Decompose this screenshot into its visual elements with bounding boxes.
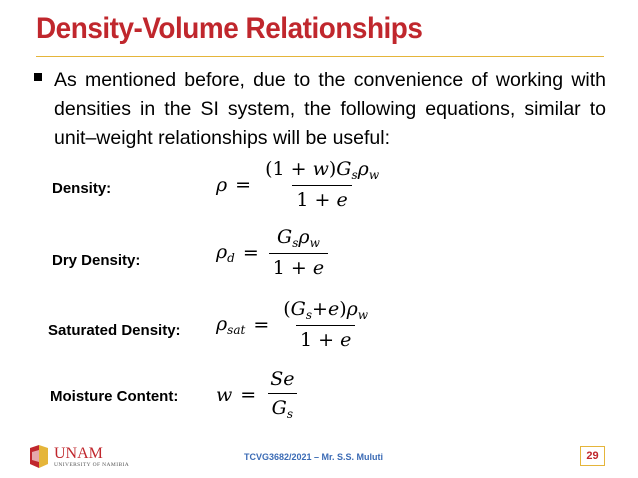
dry-density-equation: $\rho_d$ = $\frac{G_s\rho_w}{1 + e}$: [216, 226, 328, 279]
moisture-content-equation: w = $\frac{Se}{G_s}$: [216, 368, 298, 421]
slide-title: Density-Volume Relationships: [36, 12, 423, 45]
bullet-text: As mentioned before, due to the convenience of working with densities in the SI system, the following equations, similar to unit–weight relationships will be useful:: [54, 69, 606, 149]
unam-logo: [28, 444, 129, 470]
bullet-item: [34, 66, 606, 153]
dry-density-label: Dry Density:: [52, 252, 141, 269]
square-bullet-icon: [34, 73, 42, 81]
title-divider: [36, 56, 604, 57]
logo-name: UNAM: [54, 444, 103, 462]
logo-subtitle: UNIVERSITY OF NAMIBIA: [54, 461, 130, 468]
density-equation: ρ = $\frac{(1 + w)G_s\rho_w}{1 + e}$: [216, 158, 380, 211]
saturated-density-label: Saturated Density:: [48, 322, 181, 339]
saturated-density-equation: $\rho_{sat}$ = $\frac{(G_s+e)\rho_w}{1 + e}$: [216, 298, 369, 351]
footer-text: TCVG3682/2021 – Mr. S.S. Muluti: [244, 452, 384, 462]
unam-crest-icon: [28, 444, 50, 470]
moisture-content-label: Moisture Content:: [50, 388, 179, 405]
page-number: 29: [580, 446, 605, 466]
density-label: Density:: [52, 180, 112, 197]
